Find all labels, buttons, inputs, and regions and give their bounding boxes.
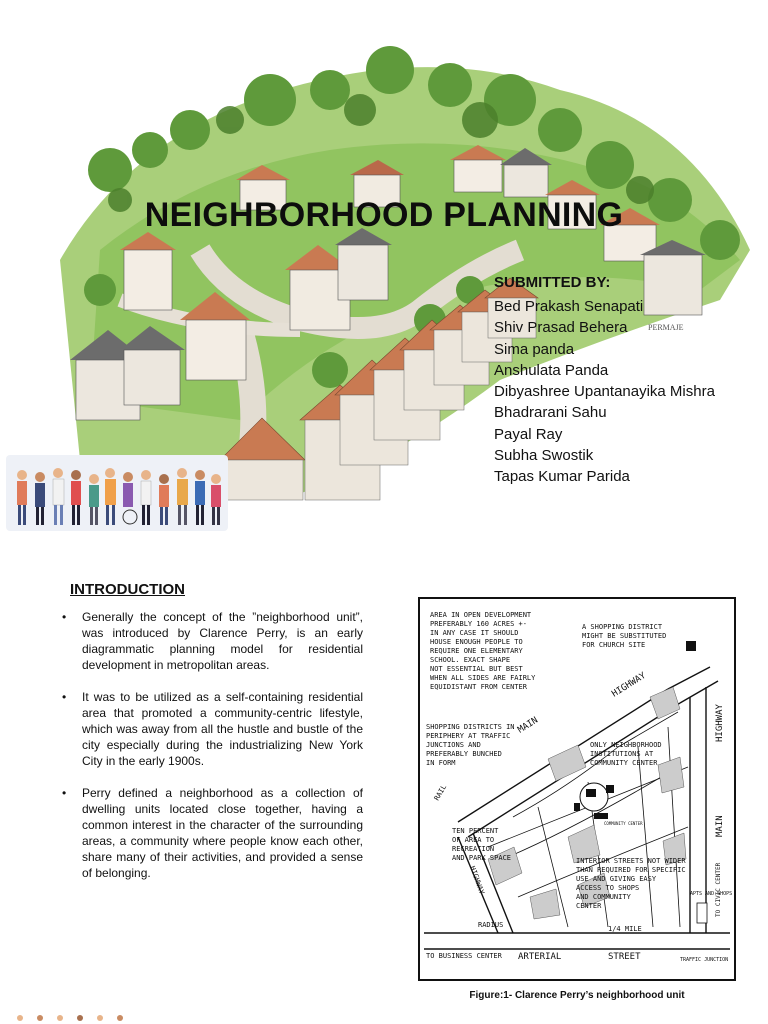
- label-to-business: TO BUSINESS CENTER: [426, 952, 502, 960]
- note-line: HOUSE ENOUGH PEOPLE TO: [430, 638, 523, 646]
- note-line: IN ANY CASE IT SHOULD: [430, 629, 519, 637]
- note-recreation: TEN PERCENT: [452, 827, 499, 835]
- note-open-development: AREA IN OPEN DEVELOPMENT: [430, 611, 532, 619]
- label-highway-top: HIGHWAY: [610, 670, 648, 700]
- label-street: STREET: [608, 952, 641, 962]
- bullet-text: Generally the concept of the ”neighborhood unit”, was introduced by Clarence Perry, is an early diagrammatic planning model for residential development in metropolitan areas.: [82, 610, 363, 672]
- footer-people-illustration: [0, 1010, 150, 1024]
- label-quarter-mile: 1/4 MILE: [608, 925, 642, 933]
- note-line: PREFERABLY 160 ACRES +-: [430, 620, 527, 628]
- bullet-symbol: •: [62, 610, 67, 624]
- bullet-symbol: •: [62, 786, 67, 800]
- submitted-by-label: SUBMITTED BY:: [494, 274, 611, 291]
- bullet-text: Perry defined a neighborhood as a collection of dwelling units located close together, having a common interest in the character of the surrounding areas, a community where people know each other, share many of their activities, and provided a sense of belonging.: [82, 786, 363, 880]
- note-line: EQUIDISTANT FROM CENTER: [430, 683, 527, 691]
- label-community-center: COMMUNITY CENTER: [604, 821, 643, 826]
- community-people-illustration: [6, 455, 228, 531]
- member-name: Payal Ray: [494, 425, 563, 443]
- note-institutions: ONLY NEIGHBORHOOD: [590, 741, 662, 749]
- member-name: Anshulata Panda: [494, 361, 609, 379]
- note-line: ACCESS TO SHOPS: [576, 884, 640, 892]
- member-name: Sima panda: [494, 340, 575, 358]
- note-line: JUNCTIONS AND: [426, 741, 481, 749]
- note-line: AND COMMUNITY: [576, 893, 631, 901]
- note-line: PREFERABLY BUNCHED: [426, 750, 502, 758]
- members-list: [494, 296, 715, 488]
- bullet-text: It was to be utilized as a self-containing residential area that promoted a community-centric lifestyle, which was away from all the hustle and bustle of the city especially during the industrializing New York City in the early 1900s.: [82, 690, 363, 768]
- note-line: COMMUNITY CENTER: [590, 759, 658, 767]
- note-line: NOT ESSENTIAL BUT BEST: [430, 665, 523, 673]
- label-arterial: ARTERIAL: [518, 952, 562, 962]
- bullet-item: [62, 689, 363, 769]
- note-line: SCHOOL. EXACT SHAPE: [430, 656, 511, 664]
- note-interior-streets: INTERIOR STREETS NOT WIDER: [576, 857, 686, 865]
- member-name: Shiv Prasad Behera: [494, 319, 628, 337]
- introduction-bullets: [62, 609, 363, 897]
- note-line: IN FORM: [426, 759, 456, 767]
- note-line: RECREATION: [452, 845, 495, 853]
- page-title: NEIGHBORHOOD PLANNING: [144, 196, 624, 234]
- svg-text:PERMAJE: PERMAJE: [648, 323, 684, 332]
- label-radius: RADIUS: [478, 921, 504, 929]
- note-shopping-church: A SHOPPING DISTRICT: [582, 623, 663, 631]
- note-line: USE AND GIVING EASY: [576, 875, 657, 883]
- note-line: PERIPHERY AT TRAFFIC: [426, 732, 511, 740]
- note-line: THAN REQUIRED FOR SPECIFIC: [576, 866, 686, 874]
- label-rail: RAIL: [432, 783, 449, 802]
- label-highway-right: HIGHWAY: [715, 704, 725, 742]
- member-name: Bhadrarani Sahu: [494, 404, 607, 422]
- label-traffic-junction: TRAFFIC JUNCTION: [680, 957, 729, 963]
- member-name: Subha Swostik: [494, 447, 594, 465]
- member-name: Tapas Kumar Parida: [494, 468, 630, 486]
- note-line: REQUIRE ONE ELEMENTARY: [430, 647, 523, 655]
- label-highway-left: HIGHWAY: [468, 864, 486, 896]
- note-line: CENTER: [576, 902, 602, 910]
- note-line: MIGHT BE SUBSTITUTED: [582, 632, 667, 640]
- note-shopping-districts: SHOPPING DISTRICTS IN: [426, 723, 515, 731]
- label-main-right: MAIN: [715, 815, 725, 837]
- label-to-civic: TO CIVIC CENTER: [715, 862, 722, 917]
- bullet-item: [62, 609, 363, 673]
- note-line: FOR CHURCH SITE: [582, 641, 646, 649]
- note-line: INSTITUTIONS AT: [590, 750, 654, 758]
- bullet-symbol: •: [62, 690, 67, 704]
- note-line: AND PARK SPACE: [452, 854, 512, 862]
- neighborhood-unit-diagram: [418, 597, 736, 981]
- figure-caption: Figure:1- Clarence Perry’s neighborhood unit: [469, 990, 685, 1001]
- introduction-heading: INTRODUCTION: [70, 581, 185, 598]
- member-name: Bed Prakash Senapati: [494, 298, 644, 315]
- note-line: OF AREA TO: [452, 836, 495, 844]
- label-main-top: MAIN: [516, 715, 540, 736]
- note-line: WHEN ALL SIDES ARE FAIRLY: [430, 674, 536, 682]
- member-name: Dibyashree Upantanayika Mishra: [494, 383, 715, 401]
- bullet-item: [62, 785, 363, 881]
- label-apts-shops: APTS AND SHOPS: [690, 891, 733, 897]
